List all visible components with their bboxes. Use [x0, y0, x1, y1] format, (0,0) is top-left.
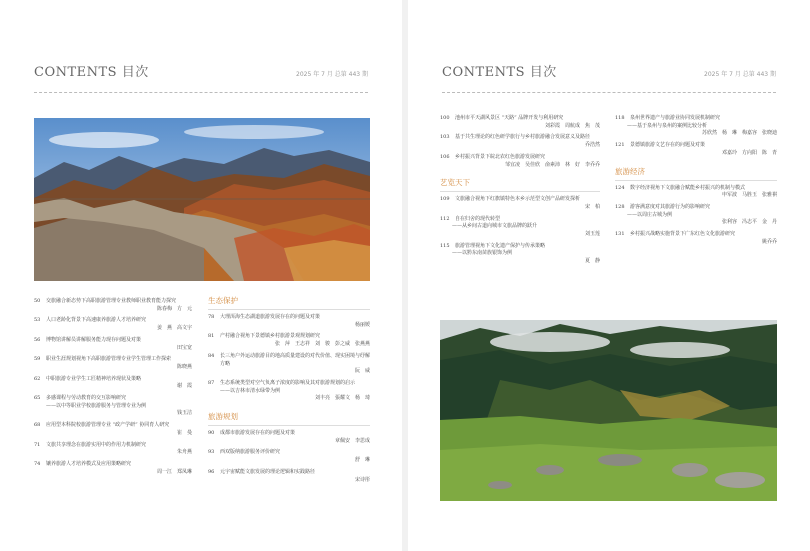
toc-entry[interactable]: 115 旅游管理视角下文化遗产保护与传承策略 ——以黔东南苗族银饰为例 夏 静 [440, 242, 600, 265]
section-title-art: 艺览天下 [440, 177, 600, 192]
toc-entry[interactable]: 124 数字经济视角下文旅融合赋能乡村振兴的机制与模式 申军波 马胜玉 张雅祺 [615, 184, 777, 199]
right-header [442, 58, 776, 80]
contents-title: CONTENTS 目次 [34, 65, 149, 80]
toc-entry[interactable]: 59 职业生涯规划视角下高职旅游管理专业学生管理工作探索 陈晓燕 [34, 356, 192, 370]
toc-entry[interactable]: 90 成都市旅游发展存在的问题及对策 章佩安 李思成 [208, 430, 370, 444]
header-rule [34, 92, 368, 93]
toc-entry[interactable]: 121 景德镇旅游文艺存在的问题及对策 邓嘉玲 方向阳 陈 青 [615, 142, 777, 156]
toc-entry[interactable]: 56 博物馆讲解员讲解服务能力现存问题及对策 田宝宽 [34, 336, 192, 351]
right-toc-column-1 [440, 115, 600, 270]
toc-entry[interactable]: 100 池州市平天湖风景区 “天路” 品牌开发与利用研究 刘彩霞 周航成 焦 茂 [440, 115, 600, 129]
right-page [408, 0, 810, 551]
toc-entry[interactable]: 84 长三角户外运动旅游目的地高质量建设的对代价值、现实困境与纾解方略 阮 威 [208, 352, 371, 375]
right-toc-column-2 [615, 115, 777, 250]
toc-entry[interactable]: 131 乡村振兴战略实施背景下广东红色文化旅游研究 姚乔乔 [615, 231, 777, 245]
toc-entry[interactable]: 68 应用型本科院校旅游管理专业 “政产学研” 协同育人研究 崔 曼 [34, 422, 192, 436]
toc-entry[interactable]: 106 乡村振兴背景下皖北农红色旅游发展研究 邹宜凌 吴佳欣 俞素沛 林 好 李乔乔 [440, 153, 600, 168]
left-header [34, 58, 368, 80]
toc-entry[interactable]: 74 镶养旅游人才培养模式及应用策略研究 周一江 郑凤琳 [34, 460, 192, 475]
toc-entry[interactable]: 78 大理洱海生态湖道旅游发展存在的问题及对策 杨丽媛 [208, 314, 370, 328]
left-toc-column-2 [208, 295, 370, 488]
toc-entry[interactable]: 71 文旅共享理念在旅游实用中的作用力机制研究 朱舟燕 [34, 441, 192, 456]
great-wall-photo [34, 118, 370, 281]
toc-entry[interactable]: 112 自在归舍的现代转型 ——从乡间古道向城市文旅品牌的跃升 刘玉莲 [440, 215, 600, 238]
toc-entry[interactable]: 81 产村融合视角下景德镇乡村旅游景观规划研究 张 萍 王志祥 刘 骏 彭之威 张燕燕 [208, 333, 370, 348]
header-rule [442, 92, 776, 93]
toc-entry[interactable]: 53 人口老龄化背景下高速康养旅游人才培养研究 姜 燕 高文宇 [34, 317, 192, 332]
mountain-meadow-photo [440, 320, 777, 501]
section-title-economy: 旅游经济 [615, 166, 777, 181]
section-title-ecology: 生态保护 [208, 295, 370, 310]
contents-title: CONTENTS 目次 [442, 65, 557, 80]
toc-entry[interactable]: 118 泉州世界遗产与旅游业协同发展机制研究 ——基于泉州与泉州的案例比较分析 苏欣然 杨 琳 梅嘉容 张晓迪 [615, 115, 777, 137]
toc-entry[interactable]: 103 基于共生理论的红色研学旅行与乡村旅游融合发展意义及路径 乔浩然 [440, 134, 600, 149]
toc-entry[interactable]: 93 西双版纳旅游服务评价研究 舒 琳 [208, 449, 370, 464]
toc-entry[interactable]: 62 中职旅游专业学生工匠精神培养现状及策略 谢 霞 [34, 375, 192, 390]
toc-entry[interactable]: 128 游客满意度对其旅游行为的影响研究 ——以周庄古城为例 张利容 冯志平 金 丹 [615, 203, 777, 226]
left-toc-column-1 [34, 298, 192, 480]
toc-entry[interactable]: 87 生态系统类型对空气负离子浓度的影响及其对旅游规划的启示 ——以吉林市清水绿带为例 刘丰亮 張耀文 杨 琦 [208, 379, 370, 402]
toc-entry[interactable]: 65 多感课程与劳动教育的交互影响研究 ——以中等职业学校旅游服务与管理专业为例 钱玉洁 [34, 395, 192, 417]
section-title-planning: 旅游规划 [208, 411, 370, 426]
issue-info: 2025 年 7 月 总第 443 期 [296, 71, 368, 78]
toc-entry[interactable]: 50 交旅融合新态势下高职旅游管理专业教师职业教育能力探究 陈春梅 方 元 [34, 298, 192, 312]
left-page [0, 0, 402, 551]
issue-info: 2025 年 7 月 总第 443 期 [704, 71, 776, 78]
toc-entry[interactable]: 109 文旅融合视角下红旗镇特色本乡示范型文创产品研发探析 宋 柏 [440, 196, 600, 210]
toc-entry[interactable]: 96 元宇宙赋能文旅发展的理论逻辑和实践路径 宋诗彤 [208, 468, 370, 483]
